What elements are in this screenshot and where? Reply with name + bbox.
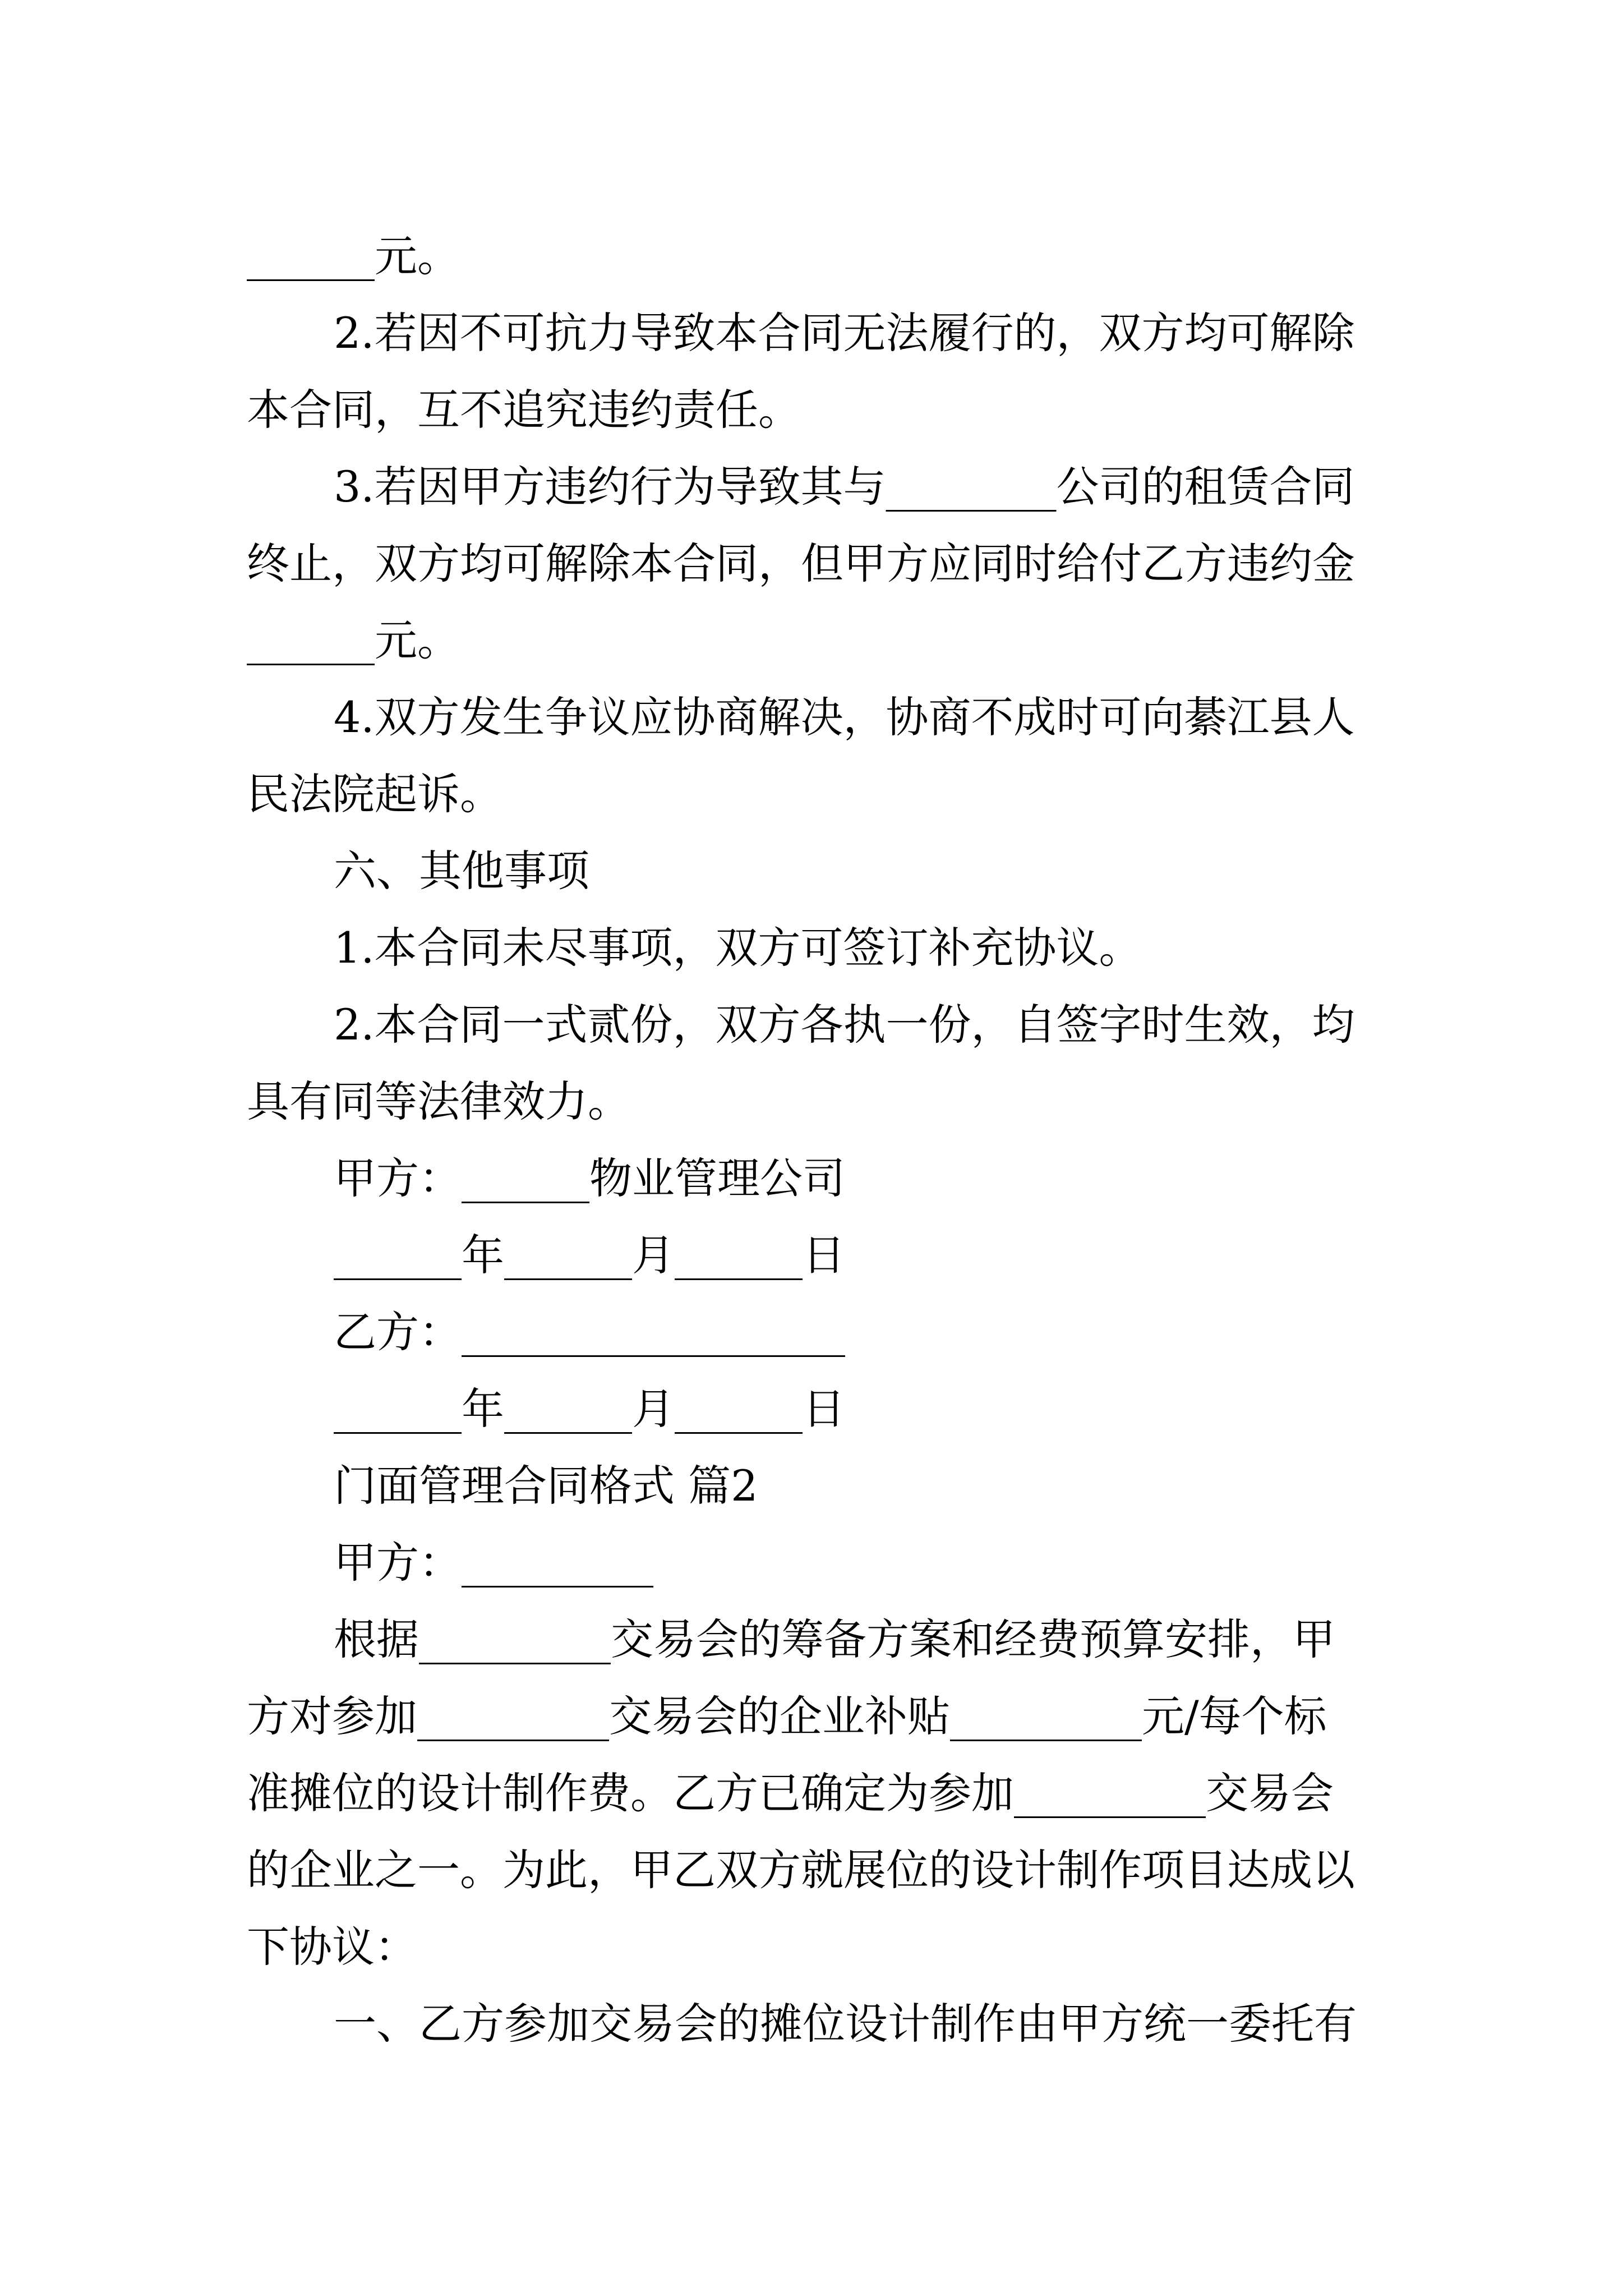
text-line: 根据_________交易会的筹备方案和经费预算安排，甲 [334, 1614, 1335, 1664]
text-line: 3.若因甲方违约行为导致其与________公司的租赁合同 [334, 462, 1355, 512]
party-b-signature-line: 乙方：__________________ [334, 1307, 845, 1357]
text-line: 下协议： [247, 1922, 417, 1972]
contract-title: 门面管理合同格式 篇2 [334, 1461, 758, 1511]
text-line: 一、乙方参加交易会的摊位设计制作由甲方统一委托有 [334, 1999, 1357, 2049]
section-heading: 六、其他事项 [334, 846, 589, 896]
text-line: 2.本合同一式贰份，双方各执一份，自签字时生效，均 [334, 1000, 1355, 1050]
text-line: 准摊位的设计制作费。乙方已确定为参加_________交易会 [247, 1768, 1334, 1818]
party-a-line: 甲方：_________ [334, 1538, 653, 1588]
text-line: 1.本合同未尽事项，双方可签订补充协议。 [334, 923, 1142, 973]
text-line: 4.双方发生争议应协商解决，协商不成时可向綦江县人 [334, 692, 1355, 742]
party-a-signature-line: 甲方：______物业管理公司 [334, 1153, 845, 1203]
text-line: 终止，双方均可解除本合同，但甲方应同时给付乙方违约金 [247, 539, 1355, 588]
text-line: 方对参加_________交易会的企业补贴_________元/每个标 [247, 1691, 1327, 1741]
text-line: 2.若因不可抗力导致本合同无法履行的，双方均可解除 [334, 308, 1355, 358]
text-line: 本合同，互不追究违约责任。 [247, 385, 801, 435]
document-page [247, 218, 1385, 2062]
text-line: ______元。 [247, 615, 460, 665]
text-line: 民法院起诉。 [247, 769, 502, 819]
text-line: 具有同等法律效力。 [247, 1076, 630, 1126]
text-line: ______元。 [247, 231, 460, 281]
date-line: ______年______月______日 [334, 1230, 845, 1280]
date-line: ______年______月______日 [334, 1384, 845, 1434]
text-line: 的企业之一。为此，甲乙双方就展位的设计制作项目达成以 [247, 1845, 1355, 1895]
